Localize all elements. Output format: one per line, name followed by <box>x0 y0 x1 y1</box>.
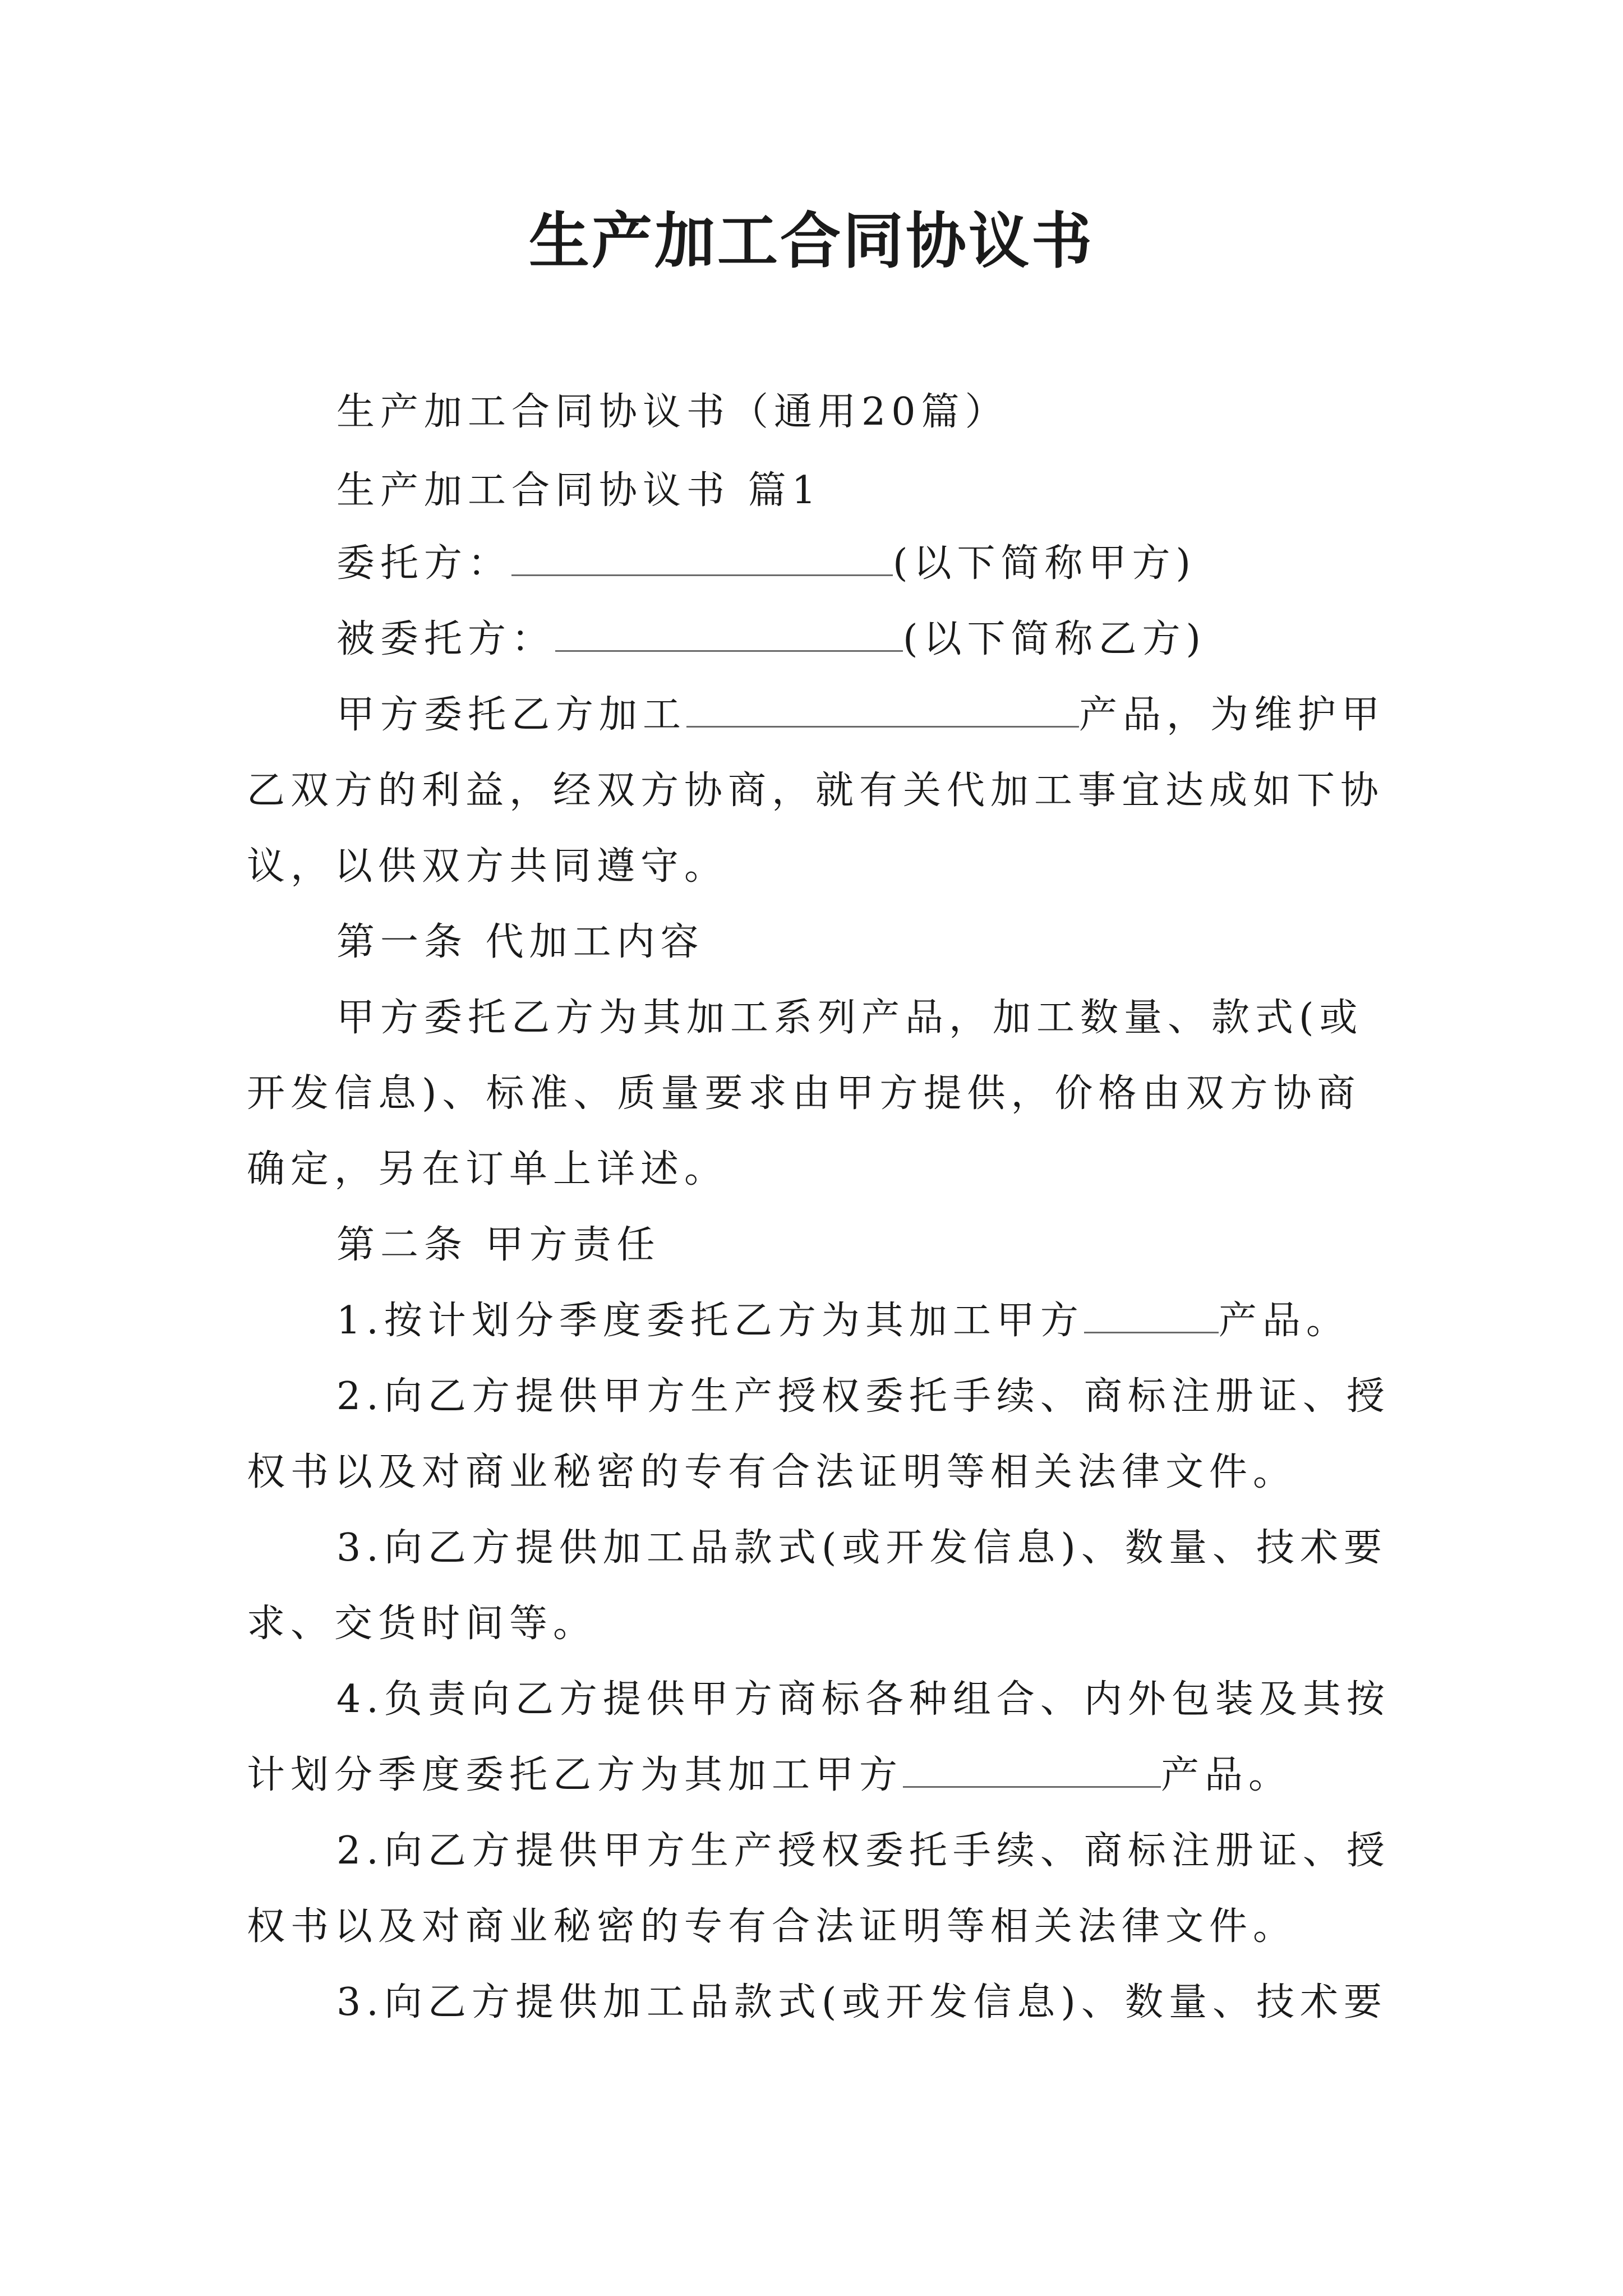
client-name-blank <box>511 537 893 576</box>
paragraph-line <box>247 1293 1380 1349</box>
contractor-label: 被委托方： <box>336 617 556 661</box>
paragraph-line: 2.向乙方提供甲方生产授权委托手续、商标注册证、授 <box>336 1374 1390 1419</box>
product-name-blank <box>903 1749 1161 1788</box>
paragraph-line: 开发信息)、标准、质量要求由甲方提供，价格由双方协商 <box>247 1071 1361 1116</box>
document-subtitle: 生产加工合同协议书（通用20篇） <box>336 390 1009 434</box>
paragraph-line: 权书以及对商业秘密的专有合法证明等相关法律文件。 <box>247 1450 1297 1494</box>
product-name-blank <box>686 689 1079 728</box>
paragraph-line: 确定，另在订单上详述。 <box>247 1147 728 1191</box>
client-party-line <box>247 536 1380 592</box>
paragraph-line: 3.向乙方提供加工品款式(或开发信息)、数量、技术要 <box>336 1980 1387 2024</box>
text-segment: 产品，为维护甲 <box>1079 693 1386 737</box>
client-note: (以下简称甲方) <box>893 541 1197 586</box>
contractor-note: (以下简称乙方) <box>903 617 1207 661</box>
contractor-party-line <box>247 611 1380 668</box>
paragraph-line: 求、交货时间等。 <box>247 1602 597 1646</box>
article-heading: 第二条 甲方责任 <box>336 1223 661 1267</box>
paragraph-line <box>247 687 1386 743</box>
contractor-name-blank <box>555 613 903 652</box>
paragraph-line: 议，以供双方共同遵守。 <box>247 844 728 889</box>
text-segment: 甲方委托乙方加工 <box>336 693 687 737</box>
product-name-blank <box>1084 1295 1219 1333</box>
paragraph-line <box>247 1747 1380 1803</box>
paragraph-line: 乙双方的利益，经双方协商，就有关代加工事宜达成如下协 <box>247 769 1385 813</box>
paragraph-line: 3.向乙方提供加工品款式(或开发信息)、数量、技术要 <box>336 1526 1387 1570</box>
document-title: 生产加工合同协议书 <box>528 206 1094 277</box>
paragraph-line: 甲方委托乙方为其加工系列产品，加工数量、款式(或 <box>336 996 1363 1040</box>
client-label: 委托方： <box>336 541 512 586</box>
text-segment: 1.按计划分季度委托乙方为其加工甲方 <box>336 1299 1084 1343</box>
text-segment: 计划分季度委托乙方为其加工甲方 <box>247 1753 903 1797</box>
article-heading: 第一条 代加工内容 <box>336 920 704 964</box>
paragraph-line: 4.负责向乙方提供甲方商标各种组合、内外包装及其按 <box>336 1677 1390 1722</box>
section-heading: 生产加工合同协议书 篇1 <box>336 468 822 513</box>
paragraph-line: 权书以及对商业秘密的专有合法证明等相关法律文件。 <box>247 1904 1297 1949</box>
text-segment: 产品。 <box>1218 1299 1350 1343</box>
text-segment: 产品。 <box>1161 1753 1293 1797</box>
paragraph-line: 2.向乙方提供甲方生产授权委托手续、商标注册证、授 <box>336 1829 1390 1873</box>
